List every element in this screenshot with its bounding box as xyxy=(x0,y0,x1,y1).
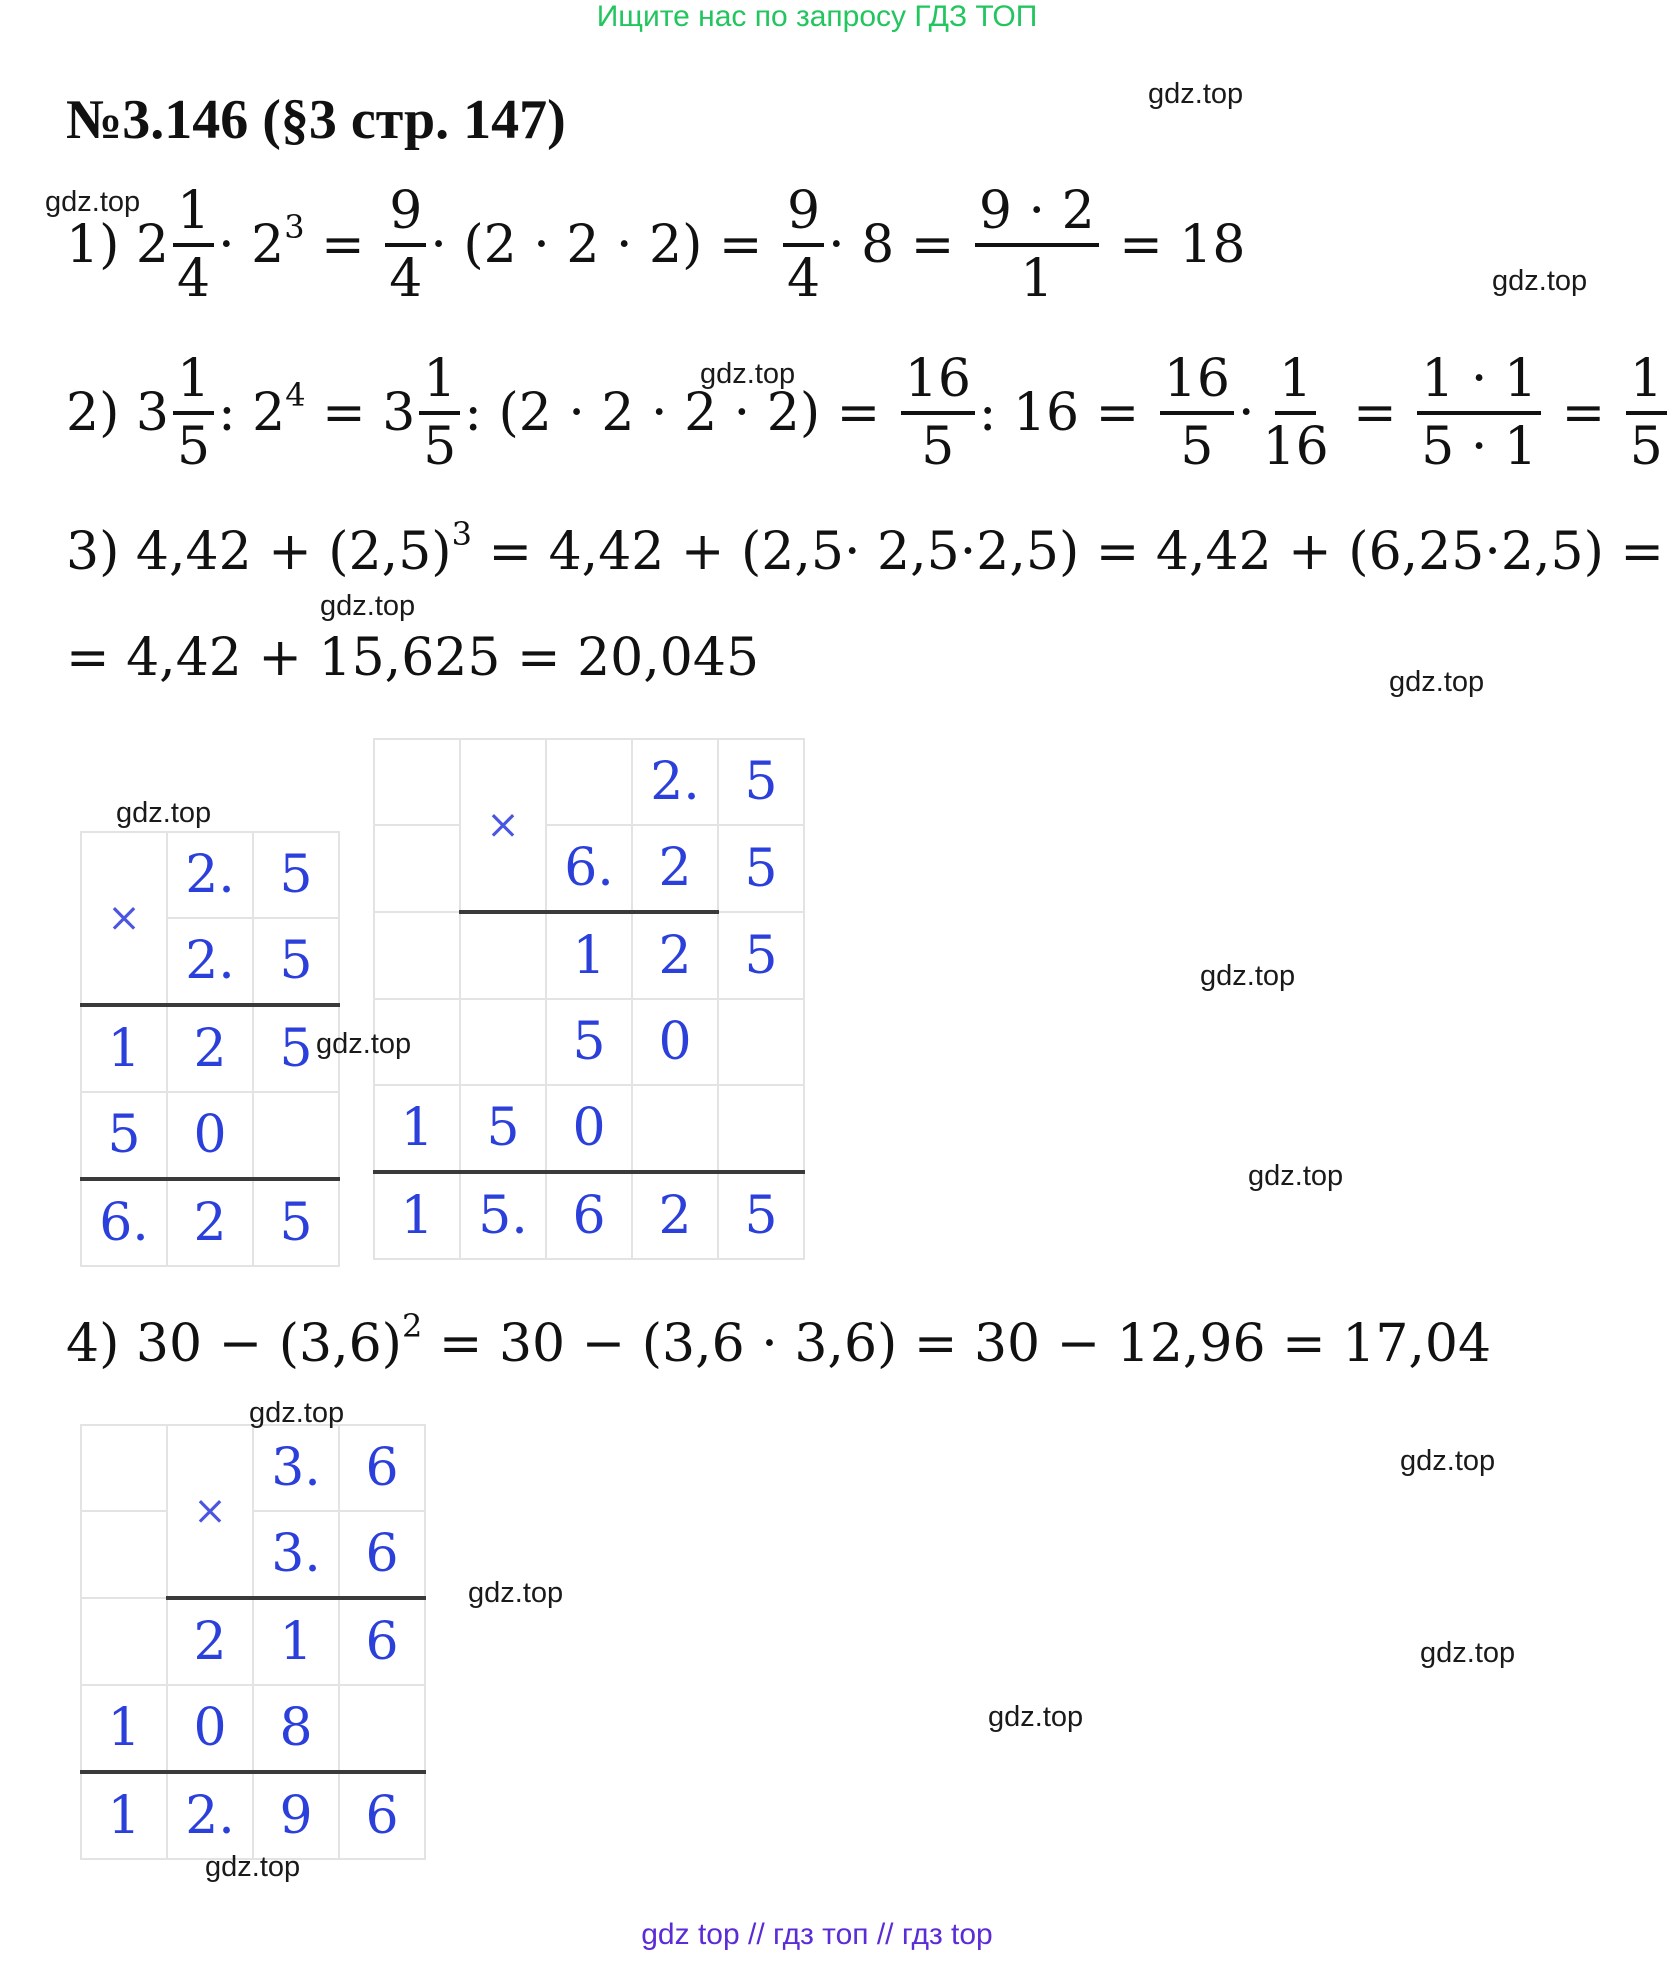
grid-cell: 2 xyxy=(167,1598,253,1685)
grid-cell: 6 xyxy=(339,1511,425,1598)
watermark: gdz.top xyxy=(468,1577,564,1609)
grid-cell xyxy=(460,912,546,999)
grid-cell xyxy=(374,825,460,912)
grid-cell: 2. xyxy=(167,918,253,1005)
grid-cell xyxy=(374,912,460,999)
search-banner[interactable]: Ищите нас по запросу ГДЗ ТОП xyxy=(596,0,1038,33)
eq3-part: 3) 4,42 + (2,5) xyxy=(66,522,452,582)
grid-cell xyxy=(374,739,460,825)
grid-row xyxy=(374,999,804,1085)
eq1-part: · 8 = xyxy=(828,215,971,275)
grid-cell: 1 xyxy=(374,1172,460,1259)
grid-cell: 2 xyxy=(167,1179,253,1266)
grid-cell: 5 xyxy=(718,912,804,999)
footer-links[interactable]: gdz top // гдз топ // гдз top xyxy=(641,1918,993,1951)
eq1-part: = 18 xyxy=(1102,215,1246,275)
grid-cell: 2 xyxy=(167,1005,253,1092)
grid-cell: 2 xyxy=(632,1172,718,1259)
eq2-part: 2) 3 xyxy=(66,383,169,443)
exponent: 3 xyxy=(451,515,472,553)
grid-cell: 5 xyxy=(253,918,339,1005)
fraction: $\frac{1 \cdot 1}{5 \cdot 1}$ xyxy=(1417,353,1541,473)
watermark: gdz.top xyxy=(1248,1160,1344,1192)
grid-cell xyxy=(81,1598,167,1685)
watermark: gdz.top xyxy=(1200,960,1296,992)
grid-cell: 8 xyxy=(253,1685,339,1772)
eq3-part: = 4,42 + (2,5· 2,5·2,5) = 4,42 + (6,25·2,5) = xyxy=(471,522,1664,582)
grid-cell xyxy=(632,1085,718,1172)
grid-cell: 2. xyxy=(632,739,718,825)
grid-cell xyxy=(339,1685,425,1772)
equation-4 xyxy=(66,1307,1492,1374)
grid-row xyxy=(374,1172,804,1259)
watermark: gdz.top xyxy=(988,1701,1084,1733)
watermark: gdz.top xyxy=(45,186,141,218)
grid-cell xyxy=(546,739,632,825)
grid-row xyxy=(374,912,804,999)
watermark: gdz.top xyxy=(205,1851,301,1883)
grid-cell: 5 xyxy=(546,999,632,1085)
grid-cell: 5 xyxy=(718,739,804,825)
eq2-part: = 3 xyxy=(305,383,416,443)
equation-1 xyxy=(66,181,1246,309)
multiply-sign: × xyxy=(460,739,546,912)
grid-cell: 3. xyxy=(253,1425,339,1511)
fraction: $\frac{9}{4}$ xyxy=(783,185,824,305)
exponent: 2 xyxy=(401,1307,423,1345)
grid-cell: 1 xyxy=(81,1685,167,1772)
watermark: gdz.top xyxy=(116,797,212,829)
equation-3 xyxy=(66,515,1664,582)
eq4-part: = 30 − (3,6 · 3,6) = 30 − 12,96 = 17,04 xyxy=(422,1314,1492,1374)
watermark: gdz.top xyxy=(1492,265,1588,297)
grid-cell: 0 xyxy=(167,1092,253,1179)
watermark: gdz.top xyxy=(1400,1445,1496,1477)
eq2-part: = xyxy=(1545,383,1622,443)
grid-cell xyxy=(718,999,804,1085)
watermark: gdz.top xyxy=(1389,666,1485,698)
grid-row xyxy=(81,1511,425,1598)
grid-cell: 6. xyxy=(546,825,632,912)
grid-cell: 6 xyxy=(339,1598,425,1685)
grid-cell: 6 xyxy=(339,1772,425,1859)
watermark: gdz.top xyxy=(700,358,796,390)
grid-row xyxy=(81,1772,425,1859)
grid-cell: 2. xyxy=(167,832,253,918)
grid-cell: 3. xyxy=(253,1511,339,1598)
fraction: $\frac{9}{4}$ xyxy=(385,185,426,305)
fraction: $\frac{1}{4}$ xyxy=(173,185,214,305)
grid-cell: 5 xyxy=(253,832,339,918)
grid-row xyxy=(374,1085,804,1172)
grid-row xyxy=(81,1092,339,1179)
grid-cell: 1 xyxy=(81,1005,167,1092)
watermark: gdz.top xyxy=(1420,1637,1516,1669)
fraction: $\frac{1}{5}$ xyxy=(419,353,460,473)
grid-cell: 2. xyxy=(167,1772,253,1859)
grid-row xyxy=(81,1685,425,1772)
grid-cell: 5 xyxy=(718,1172,804,1259)
grid-cell: 5 xyxy=(718,825,804,912)
eq2-part: = xyxy=(1336,383,1414,443)
eq2-part: : 16 = xyxy=(978,383,1156,443)
grid-cell: 2 xyxy=(632,825,718,912)
fraction: $\frac{1}{5}$ xyxy=(173,353,214,473)
eq4-part: 4) 30 − (3,6) xyxy=(66,1314,402,1374)
eq1-part: · 2 xyxy=(218,215,285,275)
fraction: $\frac{9 \cdot 2}{1}$ xyxy=(975,185,1099,305)
eq3-part: = 4,42 + 15,625 = 20,045 xyxy=(66,628,760,688)
eq2-part: : 2 xyxy=(218,383,286,443)
grid-cell: 5 xyxy=(81,1092,167,1179)
grid-row xyxy=(81,1179,339,1266)
grid-cell: 2 xyxy=(632,912,718,999)
grid-row xyxy=(81,1005,339,1092)
multiplication-grid-3-6-by-3-6 xyxy=(80,1424,426,1860)
eq1-part: = xyxy=(304,215,382,275)
page-title: №3.146 (§3 стр. 147) xyxy=(66,89,566,151)
grid-cell: 0 xyxy=(632,999,718,1085)
grid-cell xyxy=(81,1511,167,1598)
equation-2 xyxy=(66,349,1671,477)
watermark: gdz.top xyxy=(1148,78,1244,110)
exponent: 3 xyxy=(284,208,305,246)
eq2-part: : (2 · 2 · 2 · 2) = xyxy=(464,383,897,443)
grid-cell: 6 xyxy=(339,1425,425,1511)
eq1-part: · (2 · 2 · 2) = xyxy=(430,215,780,275)
grid-cell: 5 xyxy=(460,1085,546,1172)
grid-row xyxy=(81,1598,425,1685)
fraction: $\frac{16}{5}$ xyxy=(901,353,975,473)
grid-row xyxy=(374,739,804,825)
watermark: gdz.top xyxy=(320,590,416,622)
fraction: $\frac{1}{5}$ xyxy=(1626,353,1667,473)
grid-cell: 6 xyxy=(546,1172,632,1259)
eq1-part: 1) 2 xyxy=(66,215,169,275)
multiply-sign: × xyxy=(81,832,167,1005)
grid-cell: 9 xyxy=(253,1772,339,1859)
grid-cell: 5. xyxy=(460,1172,546,1259)
exponent: 4 xyxy=(285,376,306,414)
fraction: $\frac{16}{5}$ xyxy=(1160,353,1234,473)
eq2-part: · xyxy=(1237,383,1255,443)
grid-cell xyxy=(460,999,546,1085)
grid-cell: 6. xyxy=(81,1179,167,1266)
grid-cell xyxy=(81,1425,167,1511)
grid-cell: 5 xyxy=(253,1179,339,1266)
grid-cell xyxy=(718,1085,804,1172)
grid-cell: 5 xyxy=(253,1005,339,1092)
watermark: gdz.top xyxy=(316,1028,412,1060)
multiply-sign: × xyxy=(167,1425,253,1598)
multiplication-grid-2-5-by-2-5 xyxy=(80,831,340,1267)
grid-cell: 0 xyxy=(167,1685,253,1772)
grid-cell xyxy=(253,1092,339,1179)
grid-row xyxy=(81,1425,425,1511)
grid-cell: 1 xyxy=(546,912,632,999)
watermark: gdz.top xyxy=(249,1397,345,1429)
grid-row xyxy=(81,832,339,918)
fraction: $\frac{1}{16}$ xyxy=(1262,349,1329,477)
grid-cell: 1 xyxy=(374,1085,460,1172)
multiplication-grid-6-25-by-2-5 xyxy=(373,738,805,1260)
grid-row xyxy=(374,825,804,912)
grid-cell: 0 xyxy=(546,1085,632,1172)
grid-cell: 1 xyxy=(253,1598,339,1685)
grid-cell: 1 xyxy=(81,1772,167,1859)
equation-3-line-2 xyxy=(66,628,760,688)
